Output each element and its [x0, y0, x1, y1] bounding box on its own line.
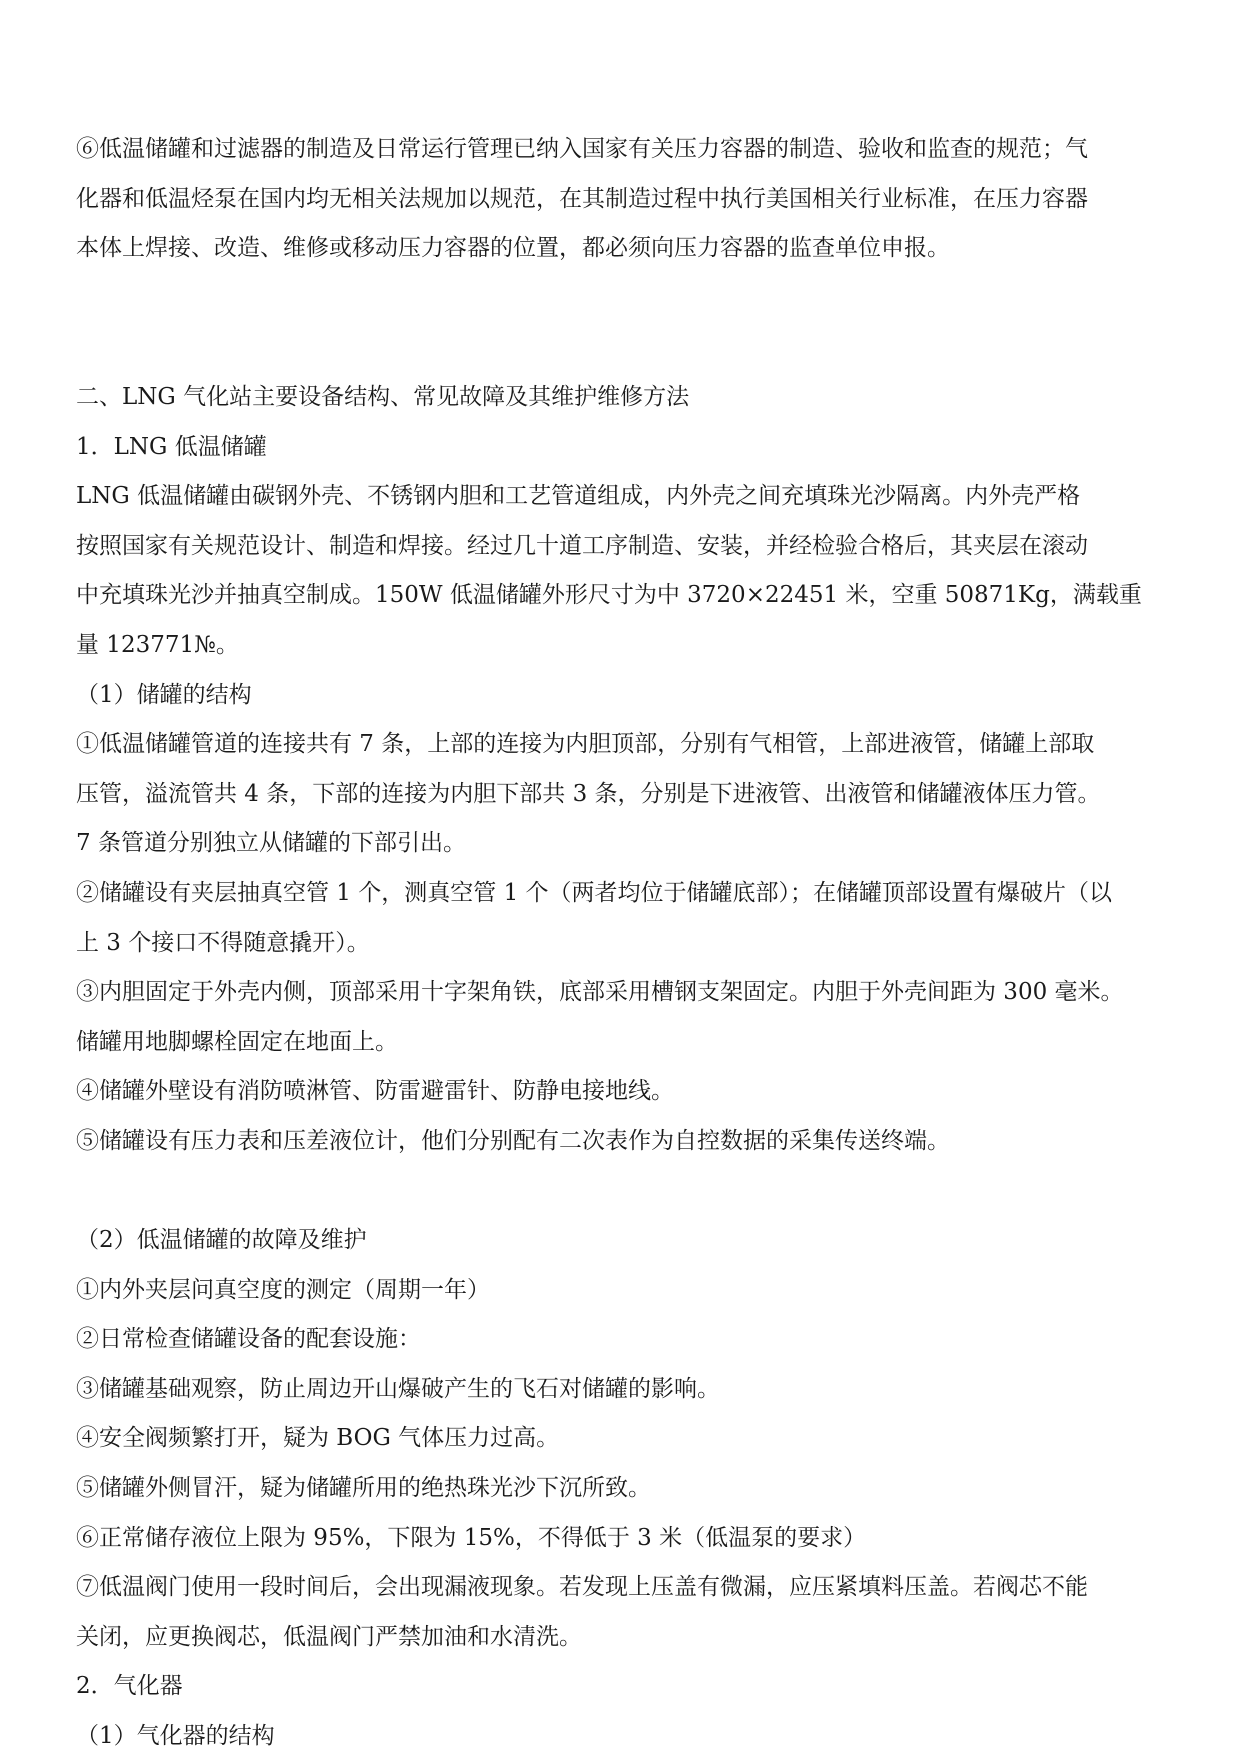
section-title: 二、LNG 气化站主要设备结构、常见故障及其维护维修方法 [76, 383, 690, 410]
fault-item-line: ⑤储罐外侧冒汗，疑为储罐所用的绝热珠光沙下沉所致。 [76, 1475, 651, 1502]
fault-item-line: ①内外夹层问真空度的测定（周期一年） [76, 1276, 490, 1303]
fault-item-line: ③储罐基础观察，防止周边开山爆破产生的飞石对储罐的影响。 [76, 1375, 720, 1402]
intro-line: ⑥低温储罐和过滤器的制造及日常运行管理已纳入国家有关压力容器的制造、验收和监查的规范；气 [76, 136, 1088, 162]
structure-item-line: 储罐用地脚螺栓固定在地面上。 [76, 1028, 398, 1055]
subsection-title-tank: 1．LNG 低温储罐 [76, 433, 267, 460]
paragraph-gap [76, 323, 1170, 373]
paragraph-gap [76, 1166, 1170, 1216]
structure-title: （1）储罐的结构 [76, 681, 252, 708]
tank-description-line: 中充填珠光沙并抽真空制成。150W 低温储罐外形尺寸为中 3720×22451 米，空重 50871Kg，满载重 [76, 582, 1142, 609]
vaporizer-structure-title: （1）气化器的结构 [76, 1723, 275, 1749]
intro-line: 本体上焊接、改造、维修或移动压力容器的位置，都必须向压力容器的监查单位申报。 [76, 235, 950, 262]
structure-item-line: ⑤储罐设有压力表和压差液位计，他们分别配有二次表作为自控数据的采集传送终端。 [76, 1127, 950, 1154]
fault-item-line: ⑦低温阀门使用一段时间后，会出现漏液现象。若发现上压盖有微漏，应压紧填料压盖。若阀芯不能 [76, 1574, 1088, 1601]
fault-item-line: ②日常检查储罐设备的配套设施： [76, 1326, 421, 1353]
tank-description-line: 按照国家有关规范设计、制造和焊接。经过几十道工序制造、安装，并经检验合格后，其夹层在滚动 [76, 532, 1088, 559]
structure-item-line: 上 3 个接口不得随意撬开）。 [76, 929, 370, 956]
tank-description-line: 量 123771№。 [76, 631, 239, 658]
intro-line: 化器和低温烃泵在国内均无相关法规加以规范，在其制造过程中执行美国相关行业标准，在压力容器 [76, 185, 1088, 212]
structure-item-line: 压管，溢流管共 4 条，下部的连接为内胆下部共 3 条，分别是下进液管、出液管和储罐液体压力管。 [76, 780, 1101, 807]
structure-item-line: ①低温储罐管道的连接共有 7 条，上部的连接为内胆顶部，分别有气相管，上部进液管，储罐上部取 [76, 731, 1095, 758]
subsection-title-vaporizer: 2．气化器 [76, 1673, 183, 1700]
document-page [76, 125, 1170, 1762]
paragraph-gap [76, 274, 1170, 324]
structure-item-line: ④储罐外壁设有消防喷淋管、防雷避雷针、防静电接地线。 [76, 1078, 674, 1105]
structure-item-line: 7 条管道分别独立从储罐的下部引出。 [76, 830, 466, 857]
tank-description-line: LNG 低温储罐由碳钢外壳、不锈钢内胆和工艺管道组成，内外壳之间充填珠光沙隔离。内外壳严格 [76, 483, 1081, 510]
fault-item-line: ⑥正常储存液位上限为 95%，下限为 15%，不得低于 3 米（低温泵的要求） [76, 1524, 867, 1551]
structure-item-line: ③内胆固定于外壳内侧，顶部采用十字架角铁，底部采用槽钢支架固定。内胆于外壳间距为 300 毫米。 [76, 979, 1124, 1006]
fault-title: （2）低温储罐的故障及维护 [76, 1227, 367, 1254]
structure-item-line: ②储罐设有夹层抽真空管 1 个，测真空管 1 个（两者均位于储罐底部）；在储罐顶部设置有爆破片（以 [76, 879, 1113, 906]
fault-item-line: 关闭，应更换阀芯，低温阀门严禁加油和水清洗。 [76, 1623, 582, 1650]
fault-item-line: ④安全阀频繁打开，疑为 BOG 气体压力过高。 [76, 1425, 560, 1452]
